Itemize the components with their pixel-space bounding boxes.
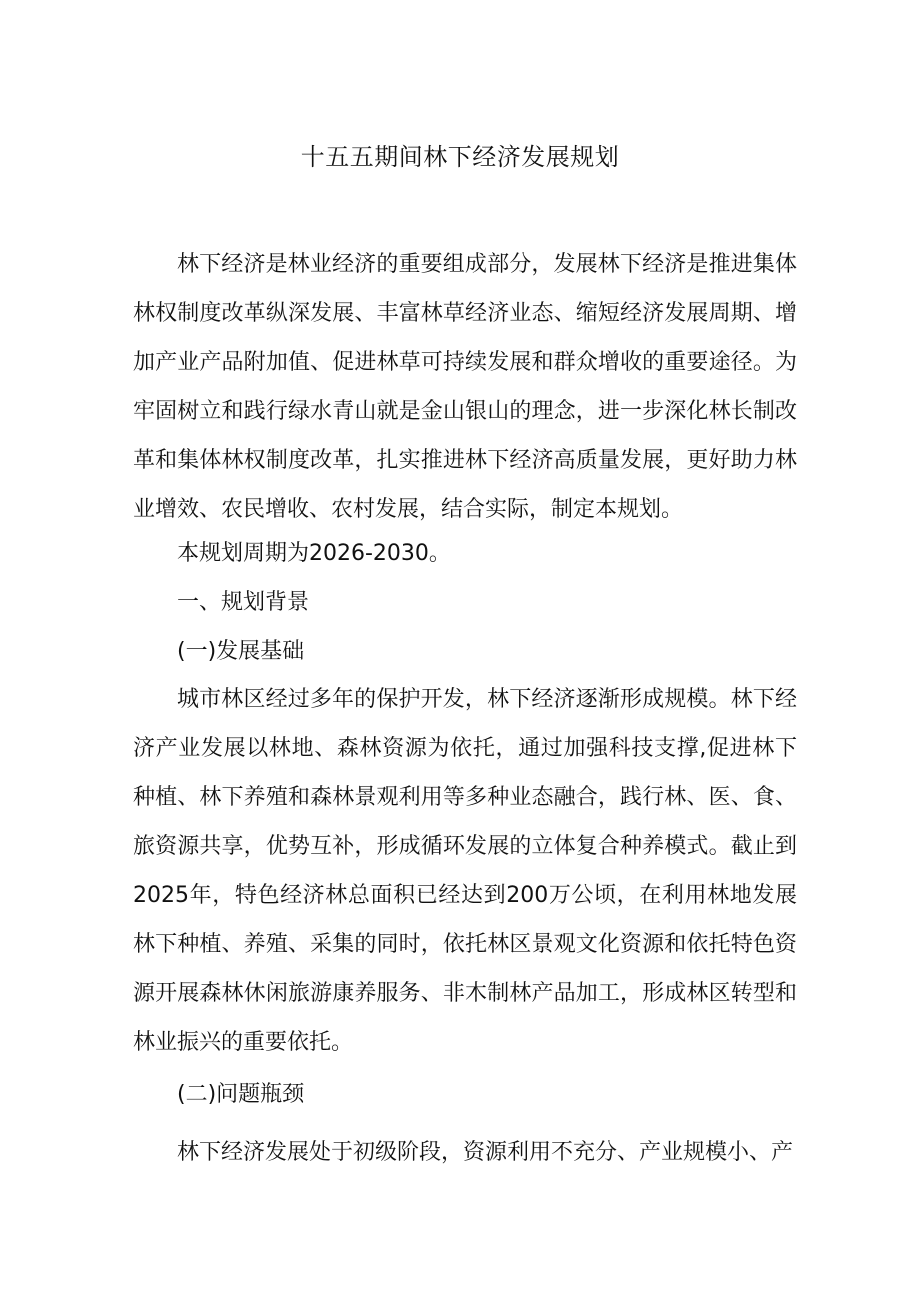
period-paragraph-block [133, 529, 797, 578]
problem-paragraph: 林下经济发展处于初级阶段，资源利用不充分、产业规模小、产 [177, 1140, 794, 1165]
section-heading-block [133, 578, 797, 627]
subheading-block-problems [133, 1070, 797, 1119]
subheading-development-basis: (一)发展基础 [177, 639, 305, 664]
subheading-problems-bottlenecks: (二)问题瓶颈 [177, 1082, 305, 1107]
period-paragraph: 本规划周期为2026-2030。 [177, 541, 451, 566]
basis-paragraph-block [133, 675, 797, 1067]
basis-paragraph: 城市林区经过多年的保护开发，林下经济逐渐形成规模。林下经济产业发展以林地、森林资源为依托，通过加强科技支撑,促进林下种植、林下养殖和森林景观利用等多种业态融合，践行林、医、食、旅资源共享，优势互补，形成循环发展的立体复合种养模式。截止到2025年，特色经济林总面积已经达到200万公顷，在利用林地发展林下种植、养殖、采集的同时，依托林区景观文化资源和依托特色资源开展森林休闲旅游康养服务、非木制林产品加工，形成林区转型和林业振兴的重要依托。 [133, 687, 797, 1055]
subheading-block-basis [133, 627, 797, 676]
intro-paragraph-block [133, 240, 797, 534]
section-heading-background: 一、规划背景 [177, 590, 310, 615]
document-title: 十五五期间林下经济发展规划 [300, 143, 620, 171]
intro-paragraph: 林下经济是林业经济的重要组成部分，发展林下经济是推进集体林权制度改革纵深发展、丰富林草经济业态、缩短经济发展周期、增加产业产品附加值、促进林草可持续发展和群众增收的重要途径。为牢固树立和践行绿水青山就是金山银山的理念，进一步深化林长制改革和集体林权制度改革，扎实推进林下经济高质量发展，更好助力林业增效、农民增收、农村发展，结合实际，制定本规划。 [133, 252, 797, 522]
problem-paragraph-block [133, 1128, 797, 1177]
